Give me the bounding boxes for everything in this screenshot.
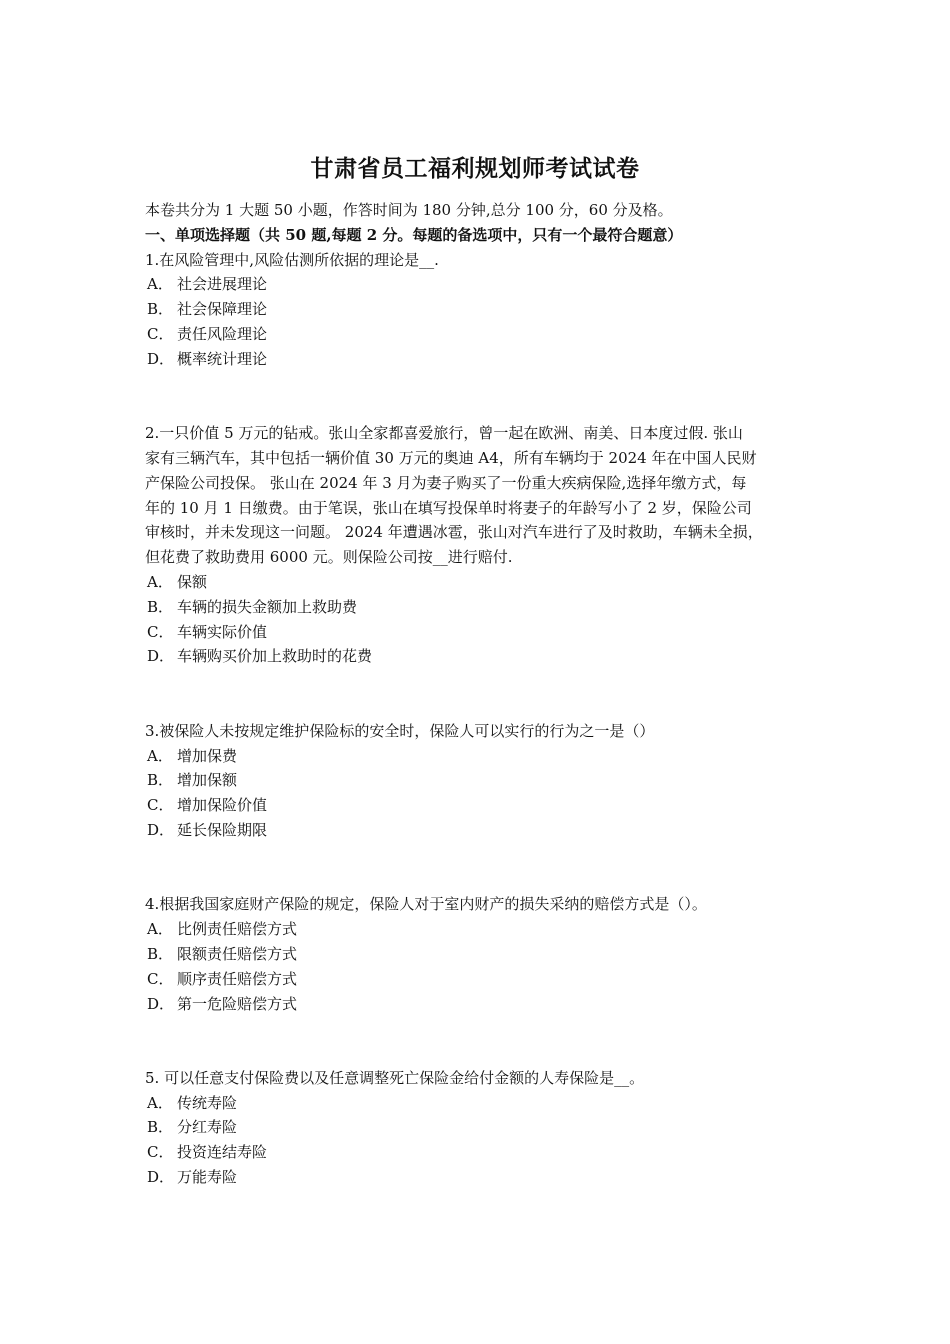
option-letter: C． — [147, 324, 174, 343]
option-d[interactable] — [145, 347, 825, 372]
option-c[interactable] — [145, 322, 825, 347]
option-letter: A． — [147, 920, 173, 939]
option-letter: B． — [147, 300, 174, 319]
option-letter: D． — [147, 1168, 175, 1187]
option-a[interactable] — [145, 744, 825, 769]
option-letter: B． — [147, 944, 174, 963]
question-stem-line: 但花费了救助费用 6000 元。则保险公司按__进行赔付. — [145, 548, 513, 567]
option-text: 增加保额 — [177, 771, 238, 790]
question-3 — [145, 719, 825, 843]
option-c[interactable] — [145, 1140, 825, 1165]
question-stem: 4.根据我国家庭财产保险的规定，保险人对于室内财产的损失采纳的赔偿方式是（）。 — [145, 895, 707, 914]
option-letter: C． — [147, 796, 174, 815]
question-5 — [145, 1066, 825, 1190]
question-stem-line: 审核时，并未发现这一问题。 2024 年遭遇冰雹，张山对汽车进行了及时救助，车辆未全损， — [145, 523, 763, 542]
option-text: 车辆实际价值 — [177, 622, 268, 641]
option-a[interactable] — [145, 917, 825, 942]
option-text: 顺序责任赔偿方式 — [177, 969, 298, 988]
option-text: 概率统计理论 — [177, 349, 268, 368]
option-letter: C． — [147, 622, 174, 641]
question-stem: 1.在风险管理中,风险估测所依据的理论是__. — [145, 250, 439, 269]
exam-content — [145, 198, 825, 1190]
option-c[interactable] — [145, 793, 825, 818]
exam-intro: 本卷共分为 1 大题 50 小题，作答时间为 180 分钟,总分 100 分，60 分及格。 — [145, 201, 673, 219]
option-letter: D． — [147, 647, 175, 666]
option-letter: D． — [147, 349, 175, 368]
option-letter: A． — [147, 746, 173, 765]
option-text: 比例责任赔偿方式 — [177, 920, 298, 939]
option-letter: C． — [147, 969, 174, 988]
option-text: 车辆购买价加上救助时的花费 — [177, 647, 373, 666]
option-letter: A． — [147, 1093, 173, 1112]
option-a[interactable] — [145, 1091, 825, 1116]
option-text: 分红寿险 — [177, 1118, 238, 1137]
option-text: 增加保费 — [177, 746, 238, 765]
option-a[interactable] — [145, 272, 825, 297]
option-text: 第一危险赔偿方式 — [177, 994, 298, 1013]
option-c[interactable] — [145, 620, 825, 645]
option-letter: D． — [147, 820, 175, 839]
option-letter: B． — [147, 597, 174, 616]
option-text: 车辆的损失金额加上救助费 — [177, 597, 358, 616]
option-text: 传统寿险 — [177, 1093, 238, 1112]
option-text: 社会进展理论 — [177, 275, 268, 294]
option-d[interactable] — [145, 1165, 825, 1190]
option-letter: D． — [147, 994, 175, 1013]
option-letter: B． — [147, 771, 174, 790]
question-stem-line: 年的 10 月 1 日缴费。由于笔误，张山在填写投保单时将妻子的年龄写小了 2 岁，保险公司 — [145, 498, 752, 517]
option-b[interactable] — [145, 768, 825, 793]
option-text: 增加保险价值 — [177, 796, 268, 815]
option-text: 保额 — [177, 572, 208, 591]
question-stem-line: 产保险公司投保。 张山在 2024 年 3 月为妻子购买了一份重大疾病保险,选择年缴方式，每 — [145, 473, 747, 492]
option-letter: A． — [147, 572, 173, 591]
option-text: 限额责任赔偿方式 — [177, 944, 298, 963]
option-d[interactable] — [145, 644, 825, 669]
option-letter: B． — [147, 1118, 174, 1137]
question-stem-line: 家有三辆汽车，其中包括一辆价值 30 万元的奥迪 A4，所有车辆均于 2024 年在中国人民财 — [145, 448, 757, 467]
question-4 — [145, 892, 825, 1016]
option-b[interactable] — [145, 942, 825, 967]
option-b[interactable] — [145, 1115, 825, 1140]
question-stem-line: 2.一只价值 5 万元的钻戒。张山全家都喜爱旅行，曾一起在欧洲、南美、日本度过假. 张山 — [145, 424, 743, 443]
option-d[interactable] — [145, 992, 825, 1017]
section-heading: 一、单项选择题（共 50 题,每题 2 分。每题的备选项中，只有一个最符合题意） — [145, 225, 683, 244]
option-text: 社会保障理论 — [177, 300, 268, 319]
question-stem: 3.被保险人未按规定维护保险标的安全时，保险人可以实行的行为之一是（） — [145, 721, 655, 740]
option-a[interactable] — [145, 570, 825, 595]
option-d[interactable] — [145, 818, 825, 843]
option-text: 投资连结寿险 — [177, 1143, 268, 1162]
option-b[interactable] — [145, 297, 825, 322]
question-stem: 5. 可以任意支付保险费以及任意调整死亡保险金给付金额的人寿保险是__。 — [145, 1068, 645, 1087]
question-2 — [145, 421, 825, 669]
option-c[interactable] — [145, 967, 825, 992]
page-title: 甘肃省员工福利规划师考试试卷 — [310, 155, 640, 182]
option-letter: C． — [147, 1143, 174, 1162]
option-b[interactable] — [145, 595, 825, 620]
option-text: 延长保险期限 — [177, 820, 268, 839]
option-letter: A． — [147, 275, 173, 294]
question-1 — [145, 248, 825, 372]
option-text: 万能寿险 — [177, 1168, 238, 1187]
option-text: 责任风险理论 — [177, 324, 268, 343]
